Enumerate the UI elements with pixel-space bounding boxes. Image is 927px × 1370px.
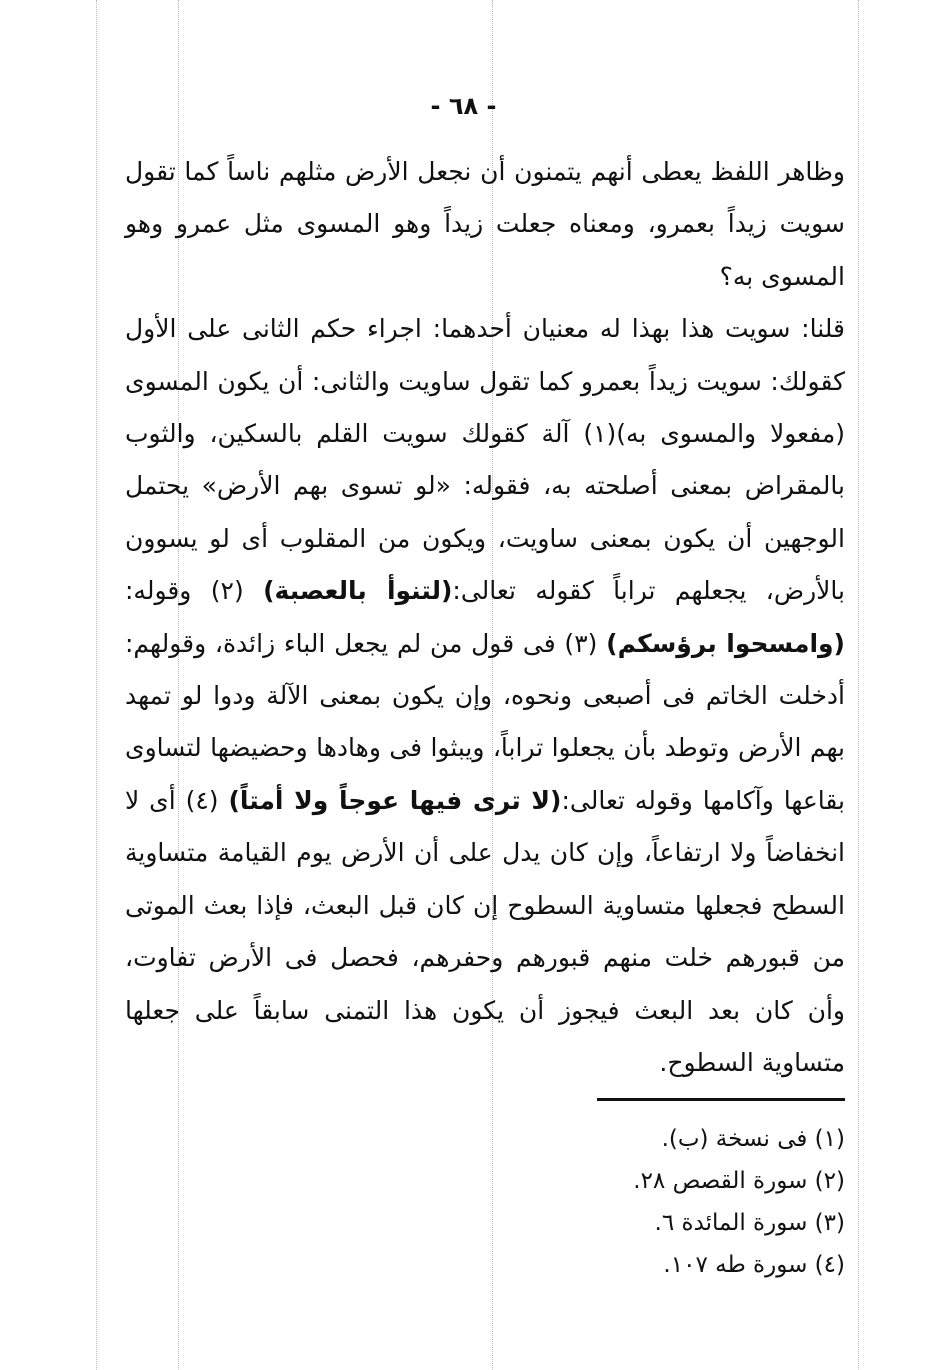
main-text (125, 146, 845, 1089)
paragraph-2-part-4: (٤) أى لا انخفاضاً ولا ارتفاعاً، وإن كان يدل على أن الأرض يوم القيامة متساوية السطح فجعلها متساوية السطوح إن كان قبل البعث، فإذا بعث الموتى من قبورهم خلت منهم قبورهم وحفرهم، فحصل فى الأرض تفاوت، وأن كان بعد البعث فيجوز أن يكون هذا التمنى سابقاً على جعلها متساوية السطوح. (125, 785, 845, 1077)
quran-quote-1: (لتنوأ بالعصبة) (263, 576, 453, 606)
footnote-2: (٢) سورة القصص ٢٨. (633, 1168, 845, 1194)
paragraph-1: وظاهر اللفظ يعطى أنهم يتمنون أن نجعل الأرض مثلهم ناساً كما تقول سويت زيداً بعمرو، ومعناه جعلت زيداً وهو المسوى مثل عمرو وهو المسوى به؟ (125, 157, 845, 291)
quran-quote-2: (وامسحوا برؤسكم) (606, 628, 845, 658)
page-number: - ٦٨ - (430, 92, 497, 120)
paragraph-2-part-2: (٢) وقوله: (125, 576, 244, 606)
paragraph-2 (125, 303, 845, 1089)
margin-dotted-line-left (96, 0, 97, 1370)
paragraph-2-part-3: (٣) فى قول من لم يجعل الباء زائدة، وقولهم: أدخلت الخاتم فى أصبعى ونحوه، وإن يكون بمعنى الآلة ودوا لو تمهد بهم الأرض وتوطد بأن يجعلوا تراباً، ويبثوا فى وهادها وحضيضها لتساوى بقاعها وآكامها وقوله تعالى: (125, 628, 845, 815)
paragraph-2-part-1: قلنا: سويت هذا بهذا له معنيان أحدهما: اجراء حكم الثانى على الأول كقولك: سويت زيداً بعمرو كما تقول ساويت والثانى: أن يكون المسوى (مفعولا والمسوى به)(١) آلة كقولك سويت القلم بالسكين، والثوب بالمقراض بمعنى أصلحته به، فقوله: «لو تسوى بهم الأرض» يحتمل الوجهين أن يكون بمعنى ساويت، ويكون من المقلوب أى لو يسوون بالأرض، يجعلهم تراباً كقوله تعالى: (125, 314, 845, 606)
footnote-1: (١) فى نسخة (ب). (661, 1126, 845, 1152)
footnote-4: (٤) سورة طه ١٠٧. (663, 1252, 845, 1278)
footnote-separator (597, 1098, 845, 1101)
footnote-3: (٣) سورة المائدة ٦. (654, 1210, 845, 1236)
footnotes (480, 1118, 845, 1286)
margin-dotted-line-right (858, 0, 859, 1370)
quran-quote-3: (لا ترى فيها عوجاً ولا أمتاً) (228, 785, 562, 815)
